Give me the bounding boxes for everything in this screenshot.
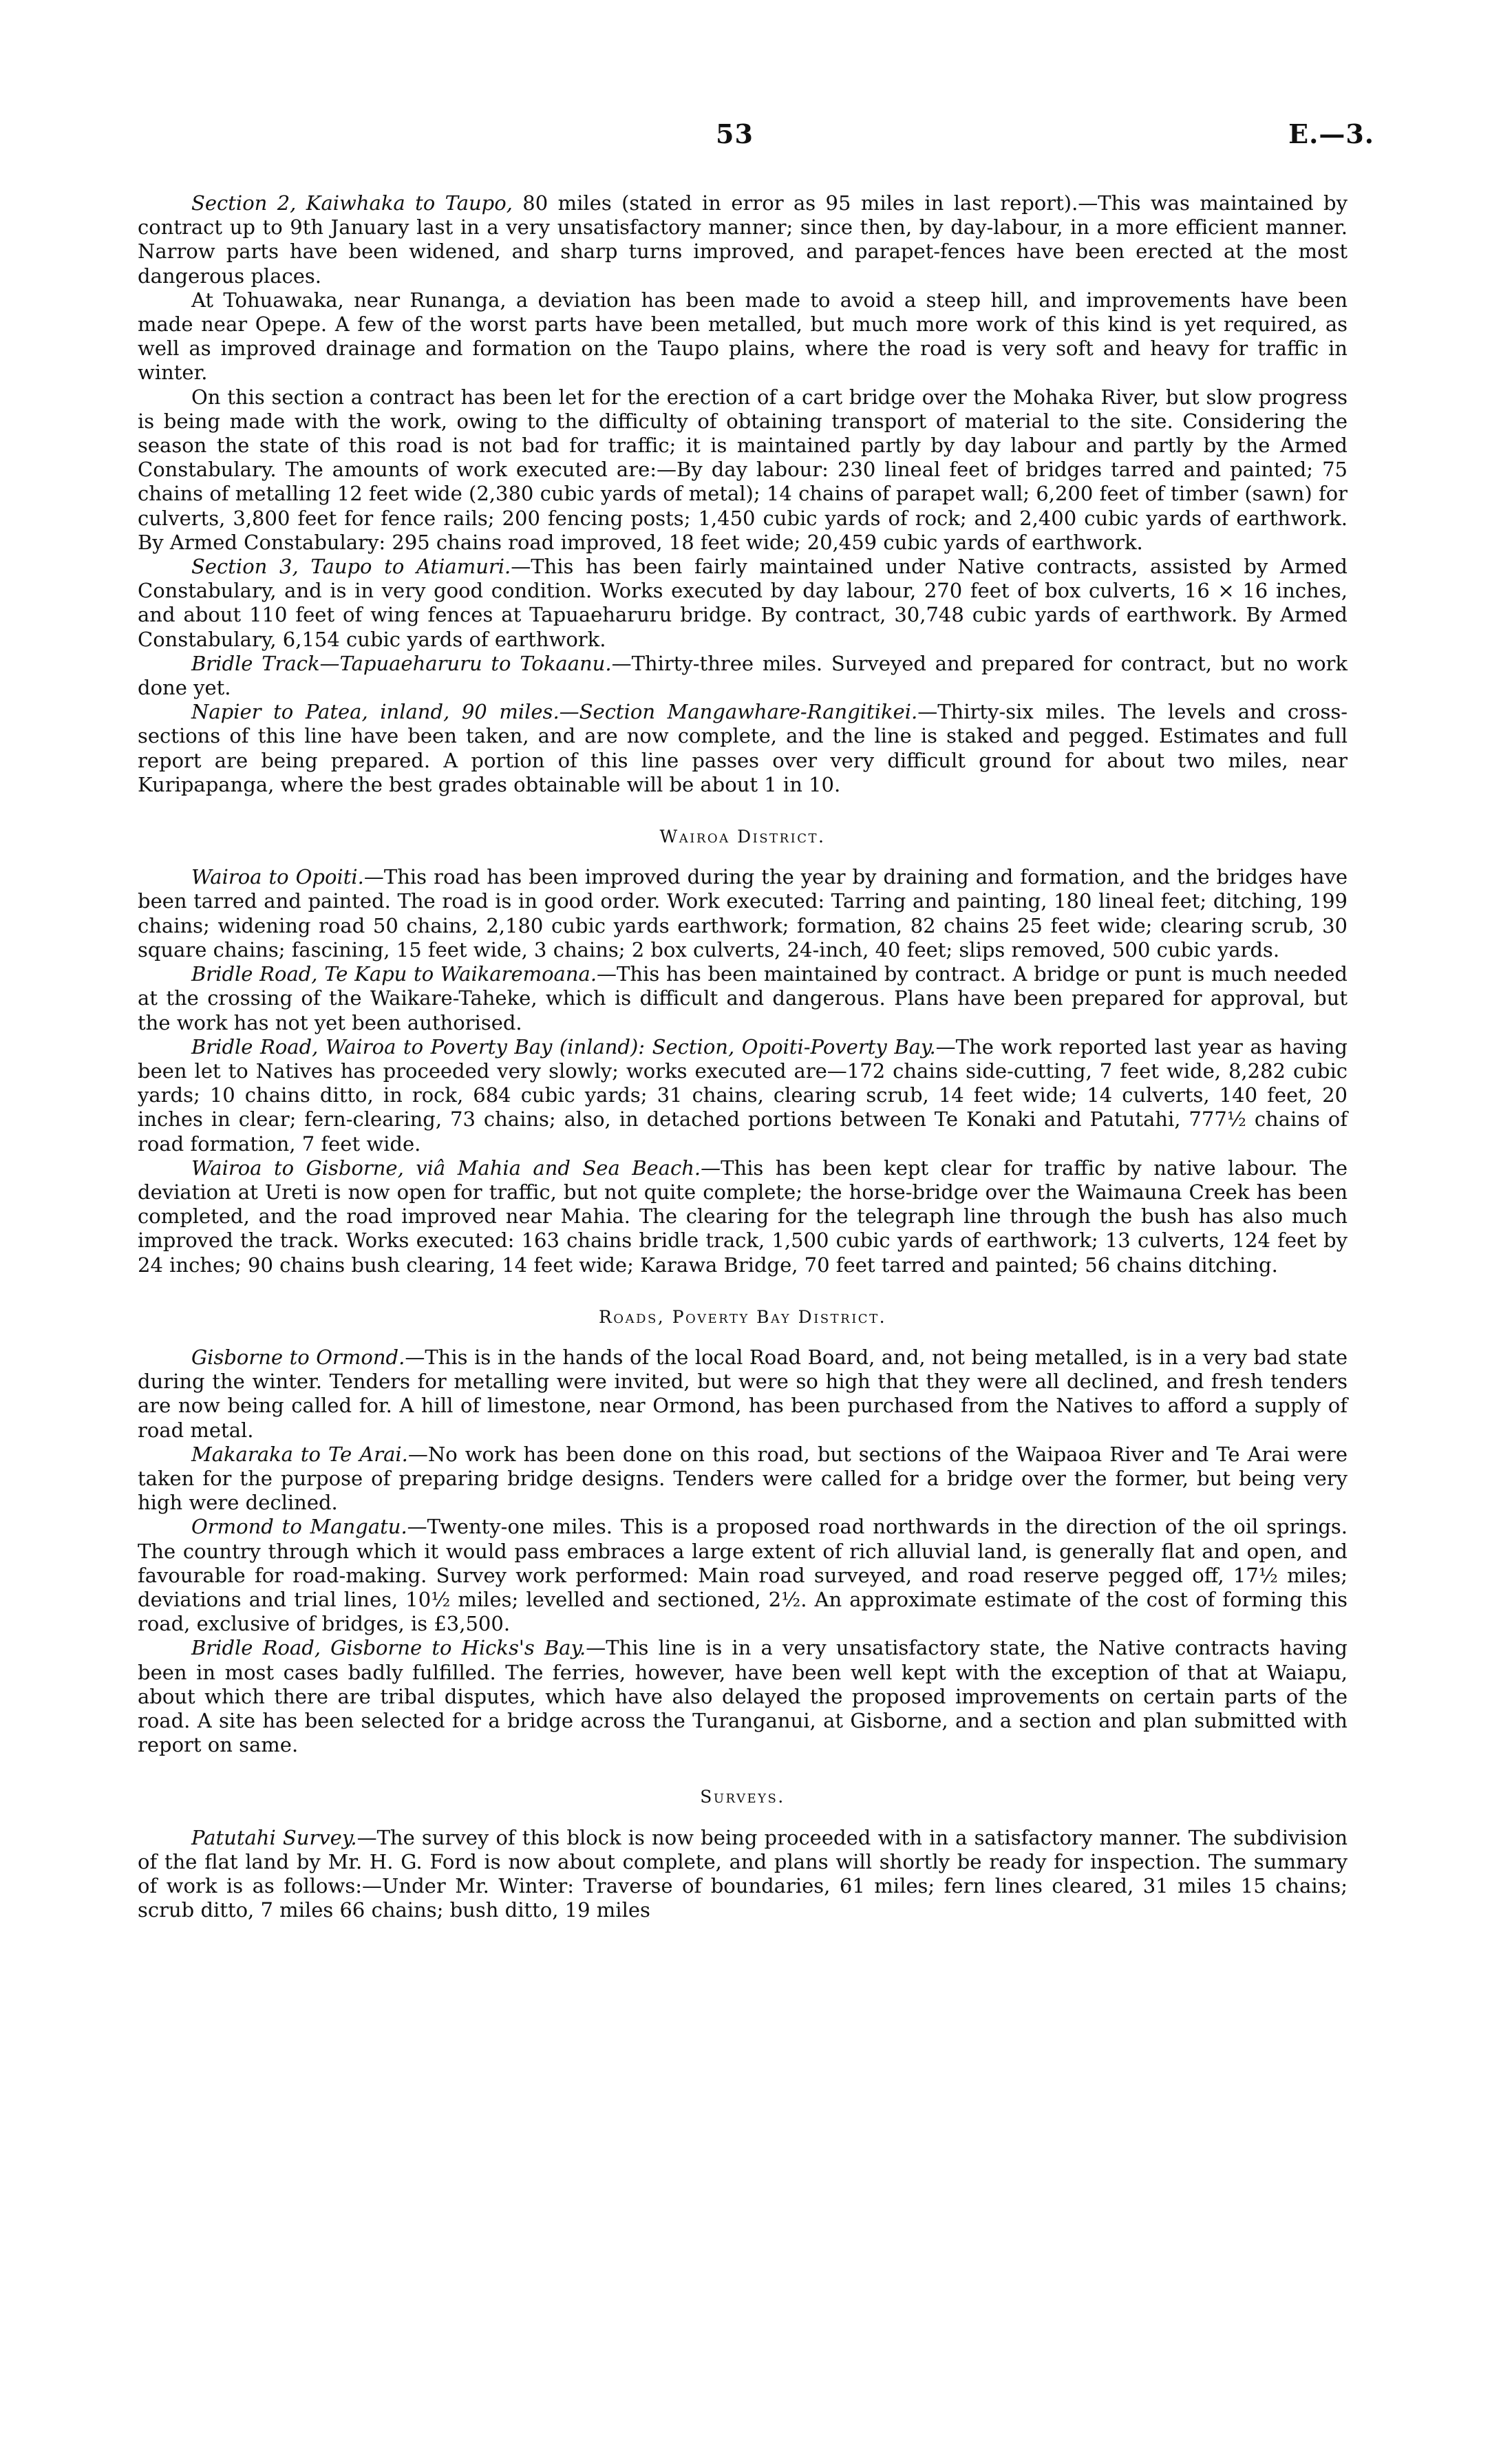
paragraph — [138, 962, 1348, 1035]
body-text — [138, 191, 1348, 1922]
paragraph-lead: Gisborne to Ormond. — [191, 1345, 405, 1369]
page-header — [138, 118, 1374, 160]
paragraph — [138, 865, 1348, 962]
paragraph — [138, 555, 1348, 652]
paragraph-lead: Ormond to Mangatu. — [191, 1515, 407, 1539]
paragraph — [138, 1636, 1348, 1757]
paragraph — [138, 1156, 1348, 1277]
paragraph-lead: Bridle Road, Wairoa to Poverty Bay (inland): Section, Opoiti-Poverty Bay. — [191, 1034, 936, 1059]
paragraph-text: —The work reported last year as having been let to Natives has proceeded very slowly; works executed are—172 chains side-cutting, 7 feet wide, 8,282 cubic yards; 10 chains ditto, in rock, 684 cubic yards; 31 chains, clearing scrub, 14 feet wide; 14 culverts, 140 feet, 20 inches in clear; fern-clearing, 73 chains; also, in detached portions between Te Konaki and Patutahi, 777½ chains of road formation, 7 feet wide. — [138, 1034, 1348, 1156]
page-number: 53 — [716, 118, 754, 149]
paragraph-text: —This has been fairly maintained under Native contracts, assisted by Armed Constabulary, and is in very good condition. Works executed by day labour, 270 feet of box culverts, 16 × 16 inches, and about 110 feet of wing fences at Tapuaeharuru bridge. By contract, 30,748 cubic yards of earthwork. By Armed Constabulary, 6,154 cubic yards of earthwork. — [138, 555, 1348, 651]
paragraph-text: —Thirty-three miles. Surveyed and prepared for contract, but no work done yet. — [138, 651, 1348, 700]
paragraph-text: —No work has been done on this road, but sections of the Waipaoa River and Te Arai were taken for the purpose of preparing bridge designs. Tenders were called for a bridge over the former, but being very high were declined. — [138, 1442, 1348, 1515]
paragraph-lead: Wairoa to Opoiti. — [191, 865, 364, 889]
paragraph — [138, 1443, 1348, 1516]
paragraph — [138, 1826, 1348, 1923]
paragraph-lead: Bridle Track—Tapuaeharuru to Tokaanu. — [191, 651, 612, 675]
paragraph-lead: Bridle Road, Te Kapu to Waikaremoana. — [191, 962, 597, 986]
paragraph-text: —The survey of this block is now being proceeded with in a satisfactory manner. The subdivision of the flat land by Mr. H. G. Ford is now about complete, and plans will shortly be ready for inspection. The summary of work is as follows:—Under Mr. Winter: Traverse of boundaries, 61 miles; fern lines cleared, 31 miles 15 chains; scrub ditto, 7 miles 66 chains; bush ditto, 19 miles — [138, 1825, 1348, 1922]
paragraph-text: On this section a contract has been let for the erection of a cart bridge over the Mohaka River, but slow progress is being made with the work, owing to the difficulty of obtaining transport of material to the site. Considering the season the state of this road is not bad for traffic; it is maintained partly by day labour and partly by the Armed Constabulary. The amounts of work executed are:—By day labour: 230 lineal feet of bridges tarred and painted; 75 chains of metalling 12 feet wide (2,380 cubic yards of metal); 14 chains of parapet wall; 6,200 feet of timber (sawn) for culverts, 3,800 feet for fence rails; 200 fencing posts; 1,450 cubic yards of rock; and 2,400 cubic yards of earthwork. By Armed Constabulary: 295 chains road improved, 18 feet wide; 20,459 cubic yards of earthwork. — [138, 385, 1348, 554]
paragraph-lead: Makaraka to Te Arai. — [191, 1442, 408, 1466]
paragraph-text: 80 miles (stated in error as 95 miles in last report).—This was maintained by contract up to 9th January last in a very unsatisfactory manner; since then, by day-labour, in a more efficient manner. Narrow parts have been widened, and sharp turns improved, and parapet-fences have been erected at the most dangerous places. — [138, 191, 1348, 288]
paragraph — [138, 288, 1348, 385]
section-heading: Wairoa District. — [659, 827, 826, 847]
paragraph-lead: Section 2, Kaiwhaka to Taupo, — [191, 191, 513, 215]
paragraph — [138, 1346, 1348, 1443]
section-heading: Roads, Poverty Bay District. — [598, 1306, 887, 1327]
section-heading: Surveys. — [700, 1787, 785, 1807]
paragraph-lead: Napier to Patea, inland, 90 miles.—Section Mangawhare-Rangitikei. — [191, 700, 918, 724]
paragraph-lead: Section 3, Taupo to Atiamuri. — [191, 555, 511, 579]
paragraph-text: —This has been kept clear for traffic by native labour. The deviation at Ureti is now open for traffic, but not quite complete; the horse-bridge over the Waimauna Creek has been completed, and the road improved near Mahia. The clearing for the telegraph line through the bush has also much improved the track. Works executed: 163 chains bridle track, 1,500 cubic yards of earthwork; 13 culverts, 124 feet by 24 inches; 90 chains bush clearing, 14 feet wide; Karawa Bridge, 70 feet tarred and painted; 56 chains ditching. — [138, 1156, 1348, 1277]
paragraph-text: —Thirty-six miles. The levels and cross-sections of this line have been taken, and are now complete, and the line is staked and pegged. Estimates and full report are being prepared. A portion of this line passes over very difficult ground for about two miles, near Kuripapanga, where the best grades obtainable will be about 1 in 10. — [138, 700, 1348, 796]
paragraph-text: —This is in the hands of the local Road Board, and, not being metalled, is in a very bad state during the winter. Tenders for metalling were invited, but were so high that they were all declined, and fresh tenders are now being called for. A hill of limestone, near Ormond, has been purchased from the Natives to afford a supply of road metal. — [138, 1345, 1348, 1442]
paragraph-text: —This road has been improved during the year by draining and formation, and the bridges have been tarred and painted. The road is in good order. Work executed: Tarring and painting, 180 lineal feet; ditching, 199 chains; widening road 50 chains, 2,180 cubic yards earthwork; formation, 82 chains 25 feet wide; clearing scrub, 30 square chains; fascining, 15 feet wide, 3 chains; 2 box culverts, 24-inch, 40 feet; slips removed, 500 cubic yards. — [138, 865, 1348, 961]
paragraph — [138, 700, 1348, 797]
paragraph-text: —This has been maintained by contract. A bridge or punt is much needed at the crossing of the Waikare-Taheke, which is difficult and dangerous. Plans have been prepared for approval, but the work has not yet been authorised. — [138, 962, 1348, 1034]
paragraph-lead: Bridle Road, Gisborne to Hicks's Bay. — [191, 1636, 586, 1660]
paragraph-lead: Patutahi Survey. — [191, 1825, 357, 1849]
paragraph — [138, 652, 1348, 700]
paragraph-text: —Twenty-one miles. This is a proposed road northwards in the direction of the oil springs. The country through which it would pass embraces a large extent of rich alluvial land, is generally flat and open, and favourable for road-making. Survey work performed: Main road surveyed, and road reserve pegged off, 17½ miles; deviations and trial lines, 10½ miles; levelled and sectioned, 2½. An approximate estimate of the cost of forming this road, exclusive of bridges, is £3,500. — [138, 1515, 1348, 1636]
paragraph-text: —This line is in a very unsatisfactory state, the Native contracts having been in most cases badly fulfilled. The ferries, however, have been well kept with the exception of that at Waiapu, about which there are tribal disputes, which have also delayed the proposed improvements on certain parts of the road. A site has been selected for a bridge across the Turanganui, at Gisborne, and a section and plan submitted with report on same. — [138, 1636, 1348, 1757]
document-reference: E.—3. — [1288, 118, 1374, 149]
paragraph — [138, 191, 1348, 288]
paragraph — [138, 385, 1348, 555]
paragraph — [138, 1515, 1348, 1636]
paragraph — [138, 1035, 1348, 1156]
paragraph-text: At Tohuawaka, near Runanga, a deviation has been made to avoid a steep hill, and improvements have been made near Opepe. A few of the worst parts have been metalled, but much more work of this kind is yet required, as well as improved drainage and formation on the Taupo plains, where the road is very soft and heavy for traffic in winter. — [138, 288, 1348, 385]
paragraph-lead: Wairoa to Gisborne, viâ Mahia and Sea Beach. — [191, 1156, 701, 1180]
